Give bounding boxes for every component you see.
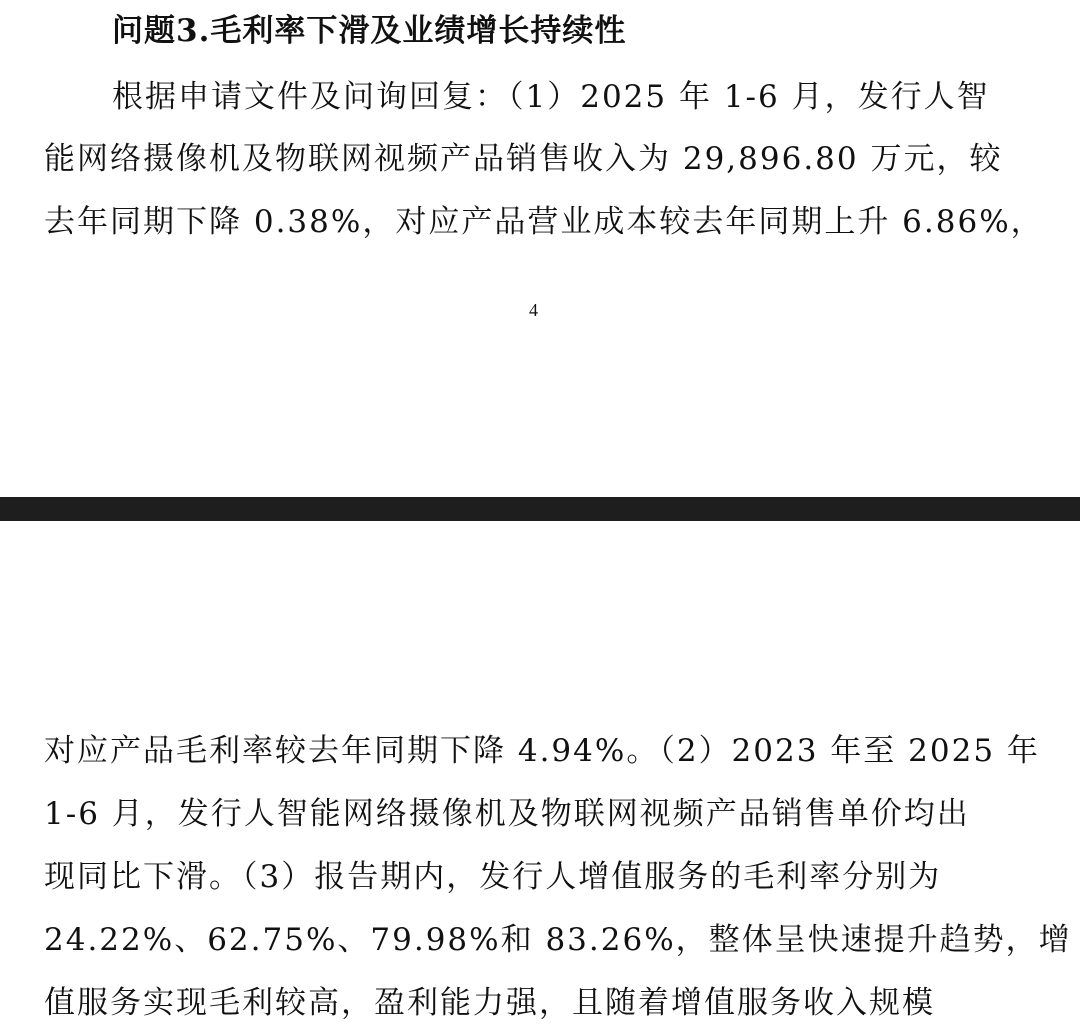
document-page-bottom: [0, 521, 1080, 1029]
paragraph-line: 1-6 月，发行人智能网络摄像机及物联网视频产品销售单价均出: [44, 796, 970, 832]
question-heading: 问题3.毛利率下滑及业绩增长持续性: [112, 13, 627, 49]
paragraph-line: 对应产品毛利率较去年同期下降 4.94%。（2）2023 年至 2025 年: [44, 733, 1040, 769]
paragraph-line: 能网络摄像机及物联网视频产品销售收入为 29,896.80 万元，较: [44, 141, 1003, 177]
document-page-top: [0, 0, 1080, 497]
page-number: 4: [529, 300, 538, 320]
paragraph-line: 根据申请文件及问询回复：（1）2025 年 1-6 月，发行人智: [112, 79, 990, 115]
paragraph-line: 值服务实现毛利较高，盈利能力强，且随着增值服务收入规模: [44, 985, 935, 1021]
paragraph-line: 去年同期下降 0.38%，对应产品营业成本较去年同期上升 6.86%，: [44, 204, 1044, 240]
paragraph-line: 现同比下滑。（3）报告期内，发行人增值服务的毛利率分别为: [44, 859, 942, 895]
paragraph-line: 24.22%、62.75%、79.98%和 83.26%，整体呈快速提升趋势，增: [44, 922, 1072, 958]
page-break-divider: [0, 497, 1080, 521]
